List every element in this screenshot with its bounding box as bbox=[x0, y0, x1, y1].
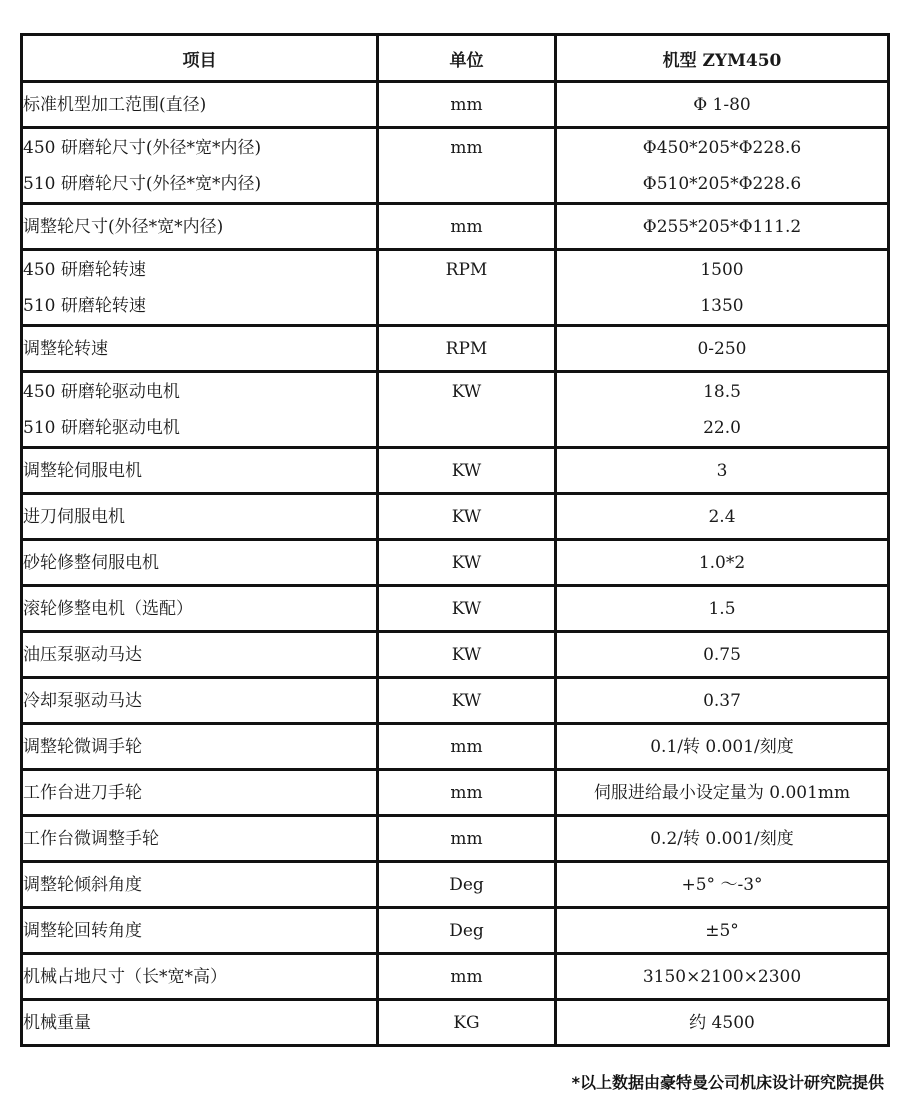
value-cell bbox=[556, 908, 889, 954]
value-cell bbox=[556, 724, 889, 770]
item-label: 调整轮回转角度 bbox=[23, 920, 142, 941]
table-row bbox=[22, 908, 889, 954]
item-label: 冷却泵驱动马达 bbox=[23, 690, 142, 711]
item-label: 450 研磨轮驱动电机 bbox=[23, 381, 180, 402]
header-model: 机型 ZYM450 bbox=[556, 35, 889, 82]
unit-cell bbox=[378, 1000, 556, 1046]
value-label: 3150×2100×2300 bbox=[642, 966, 802, 987]
item-cell bbox=[22, 1000, 378, 1046]
value-label: 0-250 bbox=[697, 338, 747, 359]
value-cell bbox=[556, 128, 889, 204]
value-label: 0.2/转 0.001/刻度 bbox=[650, 828, 794, 849]
unit-label: mm bbox=[450, 216, 483, 237]
table-row bbox=[22, 82, 889, 128]
value-label: 1.5 bbox=[708, 598, 736, 619]
item-label: 机械占地尺寸（长*宽*高） bbox=[23, 966, 227, 987]
item-cell bbox=[22, 770, 378, 816]
value-label: 18.5 bbox=[703, 381, 741, 402]
table-row bbox=[22, 448, 889, 494]
item-label: 450 研磨轮转速 bbox=[23, 259, 146, 280]
unit-cell bbox=[378, 448, 556, 494]
value-label: 伺服进给最小设定量为 0.001mm bbox=[593, 782, 851, 803]
table-row bbox=[22, 770, 889, 816]
item-label: 油压泵驱动马达 bbox=[23, 644, 142, 665]
value-cell bbox=[556, 82, 889, 128]
table-row bbox=[22, 326, 889, 372]
value-cell bbox=[556, 586, 889, 632]
value-cell bbox=[556, 816, 889, 862]
item-label: 510 研磨轮驱动电机 bbox=[23, 417, 180, 438]
value-label: Φ 1-80 bbox=[693, 94, 751, 115]
unit-label: mm bbox=[450, 137, 483, 158]
item-label: 机械重量 bbox=[23, 1012, 91, 1033]
value-cell bbox=[556, 250, 889, 326]
value-cell bbox=[556, 862, 889, 908]
unit-label: KW bbox=[451, 381, 482, 402]
item-label: 调整轮伺服电机 bbox=[23, 460, 142, 481]
value-label: Φ450*205*Φ228.6 bbox=[642, 137, 802, 158]
table-row bbox=[22, 724, 889, 770]
table-row bbox=[22, 954, 889, 1000]
unit-label: mm bbox=[450, 828, 483, 849]
table-row bbox=[22, 494, 889, 540]
unit-cell bbox=[378, 954, 556, 1000]
unit-cell bbox=[378, 540, 556, 586]
item-cell bbox=[22, 724, 378, 770]
value-cell bbox=[556, 540, 889, 586]
unit-cell bbox=[378, 326, 556, 372]
item-cell bbox=[22, 816, 378, 862]
item-cell bbox=[22, 540, 378, 586]
item-cell bbox=[22, 326, 378, 372]
table-row bbox=[22, 862, 889, 908]
value-cell bbox=[556, 204, 889, 250]
value-label: 1500 bbox=[700, 259, 744, 280]
value-cell bbox=[556, 632, 889, 678]
unit-label: RPM bbox=[445, 259, 488, 280]
unit-label: Deg bbox=[449, 920, 484, 941]
table-row bbox=[22, 678, 889, 724]
item-label: 450 研磨轮尺寸(外径*宽*内径) bbox=[23, 137, 262, 158]
value-label: 22.0 bbox=[703, 417, 741, 438]
unit-cell bbox=[378, 82, 556, 128]
item-cell bbox=[22, 632, 378, 678]
value-cell bbox=[556, 770, 889, 816]
unit-cell bbox=[378, 632, 556, 678]
value-cell bbox=[556, 678, 889, 724]
value-label: 3 bbox=[716, 460, 728, 481]
table-row bbox=[22, 204, 889, 250]
item-label: 砂轮修整伺服电机 bbox=[23, 552, 159, 573]
item-cell bbox=[22, 82, 378, 128]
item-label: 调整轮转速 bbox=[23, 338, 108, 359]
item-cell bbox=[22, 954, 378, 1000]
unit-cell bbox=[378, 678, 556, 724]
unit-cell bbox=[378, 770, 556, 816]
unit-cell bbox=[378, 862, 556, 908]
unit-cell bbox=[378, 908, 556, 954]
unit-cell bbox=[378, 494, 556, 540]
unit-cell bbox=[378, 372, 556, 448]
table-row bbox=[22, 372, 889, 448]
unit-label: KW bbox=[451, 644, 482, 665]
table-row bbox=[22, 250, 889, 326]
item-cell bbox=[22, 494, 378, 540]
unit-label: KW bbox=[451, 460, 482, 481]
unit-label: mm bbox=[450, 966, 483, 987]
value-cell bbox=[556, 494, 889, 540]
table-row bbox=[22, 1000, 889, 1046]
header-item: 项目 bbox=[22, 35, 378, 82]
item-label: 510 研磨轮尺寸(外径*宽*内径) bbox=[23, 173, 262, 194]
item-cell bbox=[22, 372, 378, 448]
item-cell bbox=[22, 678, 378, 724]
table-row bbox=[22, 632, 889, 678]
item-label: 调整轮倾斜角度 bbox=[23, 874, 142, 895]
unit-cell bbox=[378, 816, 556, 862]
item-cell bbox=[22, 862, 378, 908]
value-label: Φ255*205*Φ111.2 bbox=[642, 216, 802, 237]
item-cell bbox=[22, 448, 378, 494]
item-cell bbox=[22, 128, 378, 204]
value-label: +5° ～-3° bbox=[681, 874, 763, 895]
table-row bbox=[22, 816, 889, 862]
item-cell bbox=[22, 908, 378, 954]
value-cell bbox=[556, 326, 889, 372]
value-label: 0.37 bbox=[703, 690, 741, 711]
header-row bbox=[22, 35, 889, 82]
value-cell bbox=[556, 448, 889, 494]
value-label: 约 4500 bbox=[689, 1012, 755, 1033]
table-row bbox=[22, 540, 889, 586]
value-label: 1350 bbox=[700, 295, 744, 316]
unit-label: RPM bbox=[445, 338, 488, 359]
unit-cell bbox=[378, 586, 556, 632]
item-label: 标准机型加工范围(直径) bbox=[23, 94, 207, 115]
value-label: 0.1/转 0.001/刻度 bbox=[650, 736, 794, 757]
unit-label: KG bbox=[453, 1012, 480, 1033]
unit-label: KW bbox=[451, 598, 482, 619]
unit-label: mm bbox=[450, 782, 483, 803]
value-cell bbox=[556, 372, 889, 448]
unit-cell bbox=[378, 204, 556, 250]
value-label: ±5° bbox=[705, 920, 739, 941]
value-label: 2.4 bbox=[708, 506, 736, 527]
unit-label: mm bbox=[450, 736, 483, 757]
value-label: 0.75 bbox=[703, 644, 741, 665]
item-cell bbox=[22, 586, 378, 632]
unit-label: KW bbox=[451, 690, 482, 711]
value-label: Φ510*205*Φ228.6 bbox=[642, 173, 802, 194]
item-label: 510 研磨轮转速 bbox=[23, 295, 146, 316]
value-cell bbox=[556, 1000, 889, 1046]
value-cell bbox=[556, 954, 889, 1000]
item-label: 滚轮修整电机（选配） bbox=[23, 598, 193, 619]
item-cell bbox=[22, 250, 378, 326]
unit-label: KW bbox=[451, 552, 482, 573]
item-cell bbox=[22, 204, 378, 250]
footnote: *以上数据由豪特曼公司机床设计研究院提供 bbox=[571, 1073, 884, 1092]
unit-cell bbox=[378, 724, 556, 770]
unit-cell bbox=[378, 128, 556, 204]
item-label: 进刀伺服电机 bbox=[23, 506, 125, 527]
item-label: 工作台进刀手轮 bbox=[23, 782, 142, 803]
item-label: 调整轮微调手轮 bbox=[23, 736, 142, 757]
item-label: 调整轮尺寸(外径*宽*内径) bbox=[23, 216, 224, 237]
item-label: 工作台微调整手轮 bbox=[23, 828, 159, 849]
unit-label: mm bbox=[450, 94, 483, 115]
unit-label: Deg bbox=[449, 874, 484, 895]
value-label: 1.0*2 bbox=[698, 552, 746, 573]
table-row bbox=[22, 128, 889, 204]
unit-label: KW bbox=[451, 506, 482, 527]
header-unit: 单位 bbox=[378, 35, 556, 82]
unit-cell bbox=[378, 250, 556, 326]
spec-table bbox=[20, 33, 890, 1047]
table-row bbox=[22, 586, 889, 632]
